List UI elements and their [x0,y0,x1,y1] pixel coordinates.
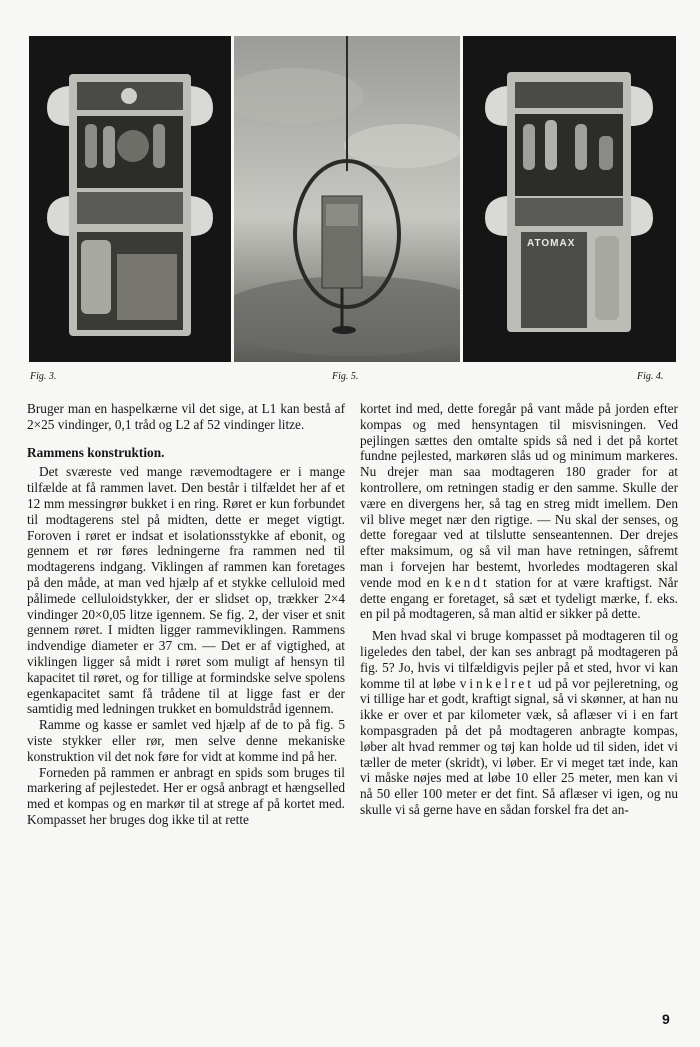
figure-3-caption: Fig. 3. [30,371,57,382]
body-paragraph: Forneden på rammen er anbragt en spids som bruges til markering af pejlestedet. Her er også anbragt et hængselled med et kompas og en markør til at strege af på kortet med. Kompasset her bruges dog ikke til at rette [27,764,345,827]
intro-paragraph: Bruger man en haspelkærne vil det sige, at L1 kan bestå af 2×25 vindinger, 0,1 tråd og L2 af 52 vindinger litze. [27,401,345,432]
spaced-word: kendt [445,574,490,590]
figure-5-photo [234,36,460,362]
figure-strip [29,36,676,362]
body-paragraph: Det sværeste ved mange rævemodtagere er i mange tilfælde at få rammen lavet. Den består i tilfældet her af et 12 mm messingrør bukket i en ring. Røret er kun forbundet til modtagerens stel på midten, dette er meget vigtigt. Foroven i røret er indsat et isolationsstykke af ebonit, og gennem et rør føres ledningerne fra rammen ned til modtagerens indgang. Viklingen af rammen kan foretages på den måde, at man ved hjælp af et stykke celluloid med pålimede celluloidstykker, der er slidset op, trækker 2×4 vindinger 20×0,05 litze igennem. Se fig. 2, der viser et snit gennem røret. I midten ligger rammeviklingen. Rammens indvendige diameter er 37 cm. — Det er af vigtighed, at viklingen ligger så midt i røret som muligt af hensyn til kapacitet til røret, og for tillige at formindske selve spolens egenkapacitet samt få trådene til at ligge fast er der samtidig med ledningen trukket en bomuldstråd igennem. [27,464,345,717]
body-paragraph [360,628,678,818]
left-column [27,401,345,828]
text-run: kortet ind med, dette foregår på vant måde på jorden efter kompas og med hensyntagen til misvisningen. Ved pejlingen sættes den omtalte spids så ned i det på kortet fundne pejlested, markøren slås ud og minimum markeres. Nu drejer man saa modtageren 180 grader for at kontrollere, om retningen stadig er den samme. Skulle der være en divergens her, så tag en streg midt imellem. Den vil blive meget nær den rigtige. — Nu skal der senses, og dette foregaar ved at tilslutte senseantennen. Der drejes efter maksimum, og så vil man have retningen, såfremt man i forvejen har bestemt, hvorledes modtageren skal vende mod en [360,401,678,590]
figure-4-photo [463,36,676,362]
page-number: 9 [662,1011,670,1027]
spaced-word: vinkelret [459,675,534,691]
text-run: station for at være kraftigst. Når dette engang er foretaget, så sæt et tydeligt mærke, f. eks. en pil på modtageren, så man altid er sikker på dette. [360,574,678,622]
right-column [360,401,678,818]
body-paragraph: Ramme og kasse er samlet ved hjælp af de to på fig. 5 viste stykker eller rør, men selve denne mekaniske konstruktion vil det nok føre for vidt at komme ind på her. [27,717,345,764]
text-run: ud på vor pejleretning, og vi tillige har et godt, kraftigt signal, så vi skønner, at han nu ikke er over et par kilometer væk, så aflæser vi i en fart kompasgraden på det på modtageren anbragte kompas, løber alt hvad remmer og tøj kan holde ud til siden, idet vi tæller de meter (skridt), vi løber. Er vi meget tæt inde, kan vi måske nøjes med at løbe 10 eller 25 meter, men kan vi nå 50 eller 100 meter er det fint. Så aflæser vi igen, og nu skulle vi så gerne have en sådan forskel fra det an- [360,675,678,817]
text-run: Men hvad skal vi bruge kompasset på modtageren til og ligeledes den tabel, der kan ses anbragt på modtageren på fig. 5? Jo, hvis vi tilfældigvis pejler på et sted, hvor vi kan komme til at løbe [360,628,678,691]
figure-4-caption: Fig. 4. [637,371,664,382]
body-paragraph [360,401,678,622]
battery-brand-label: ATOMAX [527,238,576,249]
section-heading: Rammens konstruktion. [27,444,165,460]
figure-3-photo [29,36,231,362]
figure-5-caption: Fig. 5. [332,371,359,382]
